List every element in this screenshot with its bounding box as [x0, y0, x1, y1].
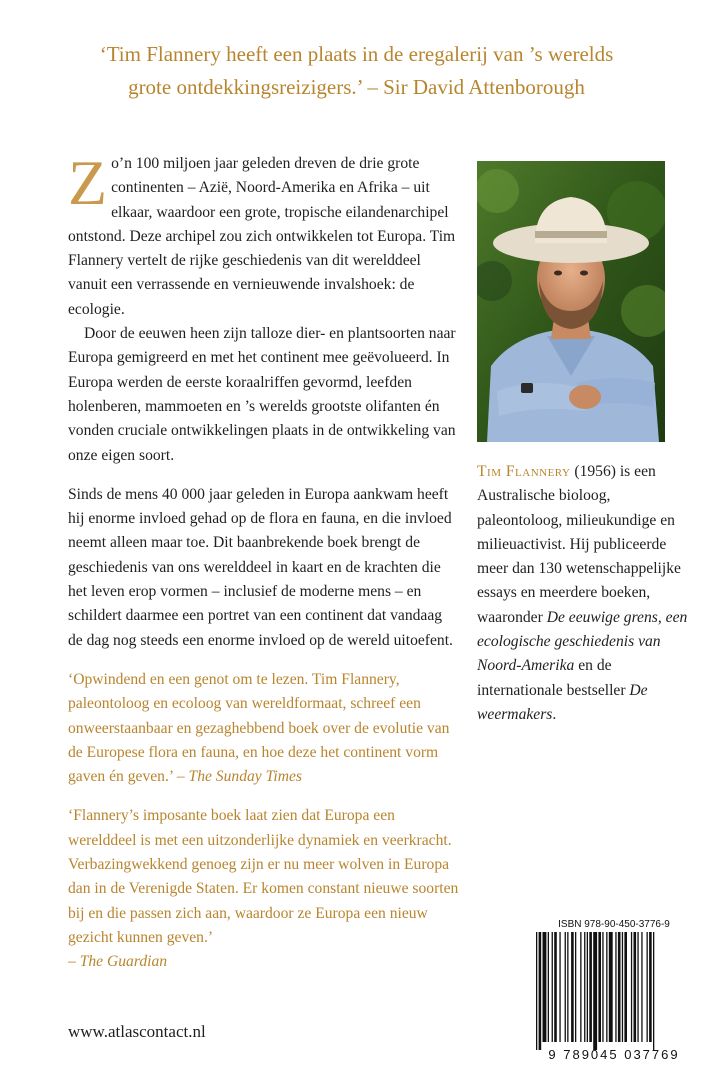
isbn-digits: 9 789045 037769: [548, 1047, 680, 1062]
barcode-bar: [637, 932, 638, 1042]
book-title: De weermakers: [477, 681, 648, 723]
review-source: The Sunday Times: [188, 768, 303, 786]
publisher-website[interactable]: www.atlascontact.nl: [68, 1022, 206, 1041]
isbn-barcode: [532, 917, 696, 1067]
barcode-bar: [559, 932, 560, 1042]
review-sunday-times: ‘Opwindend en een genot om te lezen. Tim Flannery, paleontoloog en ecoloog van wereldformaat, schreef een onweerstaanbaar en gezaghebbend boek over de evolutie van de Europese flora en fauna, en hoe deze het continent vorm gaven én geven.’ – The Sunday Times: [68, 670, 450, 786]
barcode-bar: [606, 932, 607, 1042]
barcode-bar: [647, 932, 648, 1042]
intro-text: o’n 100 miljoen jaar geleden dreven de drie grote continenten – Azië, Noord-Amerika en Afrika – uit elkaar, waardoor een grote, tropische eilandenarchipel ontstond. Deze archipel zou zich ontwikkelen tot Europa. Tim Flannery vertelt de rijke geschiedenis van dit werelddeel vanuit een verrassende en vernieuwende invalshoek: de ecologie.: [68, 155, 456, 318]
barcode-bar: [584, 932, 585, 1042]
barcode-bar: [539, 932, 542, 1050]
barcode-bar: [618, 932, 621, 1042]
cover-quote-line-1: ‘Tim Flannery heeft een plaats in de eregalerij van ’s werelds: [99, 42, 614, 66]
blurb-column: [68, 147, 460, 975]
barcode-bars: [532, 932, 696, 1050]
isbn-label: ISBN 978-90-450-3776-9: [558, 919, 670, 930]
barcode-bar: [575, 932, 576, 1042]
barcode-bar: [593, 932, 597, 1050]
paragraph-3: Sinds de mens 40 000 jaar geleden in Europa aankwam heeft hij enorme invloed gehad op de flora en fauna, en die invloed neemt alleen maar toe. Dit baanbrekende boek brengt de geschiedenis van ons werelddeel in kaart en de krachten die het leven erop vormen – inclusief de moderne mens – en schildert daarmee een portret van een continent dat vandaag de dag nog steeds een enorme invloed op de wereld uitoefent.: [68, 485, 453, 649]
barcode-bar: [631, 932, 632, 1042]
barcode-bar: [552, 932, 553, 1042]
barcode-bar: [567, 932, 568, 1042]
intro-paragraph: [68, 147, 460, 322]
barcode-bar: [565, 932, 566, 1042]
review-guardian: ‘Flannery’s imposante boek laat zien dat Europa een werelddeel is met een uitzonderlijke dynamiek en veerkracht. Verbazingwekkend genoeg zijn er nu meer wolven in Europa dan in de Verenigde Staten. Er komen constant nieuwe soorten bij en die passen zich aan, waardoor ze Europa een nieuw gezicht kunnen geven.’ – The Guardian: [68, 807, 459, 971]
author-name: Tim Flannery: [477, 463, 571, 480]
barcode-bar: [649, 932, 652, 1042]
paragraph-2: Door de eeuwen heen zijn talloze dier- en plantsoorten naar Europa gemigreerd en met het continent mee geëvolueerd. In Europa werden de eerste koraalriffen gevormd, leefden holenberen, mammoeten en ’s werelds grootste olifanten én vonden cruciale ontwikkelingen plaats in de ontwikkeling van onze eigen soort.: [68, 325, 456, 464]
book-title: De eeuwige grens, een ecologische geschiedenis van Noord-Amerika: [477, 608, 688, 675]
barcode-bar: [589, 932, 592, 1042]
barcode-bar: [587, 932, 588, 1042]
author-bio: Tim Flannery (1956) is een Australische bioloog, paleontoloog, milieukundige en milieuactivist. Hij publiceerde meer dan 130 wetenschappelijke essays en meerdere boeken, waaronder De eeuwige grens, een ecologische geschiedenis van Noord-Amerika en de internationale bestseller De weermakers.: [477, 463, 688, 723]
barcode-bar: [543, 932, 547, 1042]
author-photo: [477, 161, 665, 442]
barcode-bar: [624, 932, 627, 1042]
cover-quote-line-2: grote ontdekkingsreizigers.’ – Sir David Attenborough: [128, 75, 585, 99]
barcode-bar: [580, 932, 581, 1042]
barcode-bar: [554, 932, 557, 1042]
barcode-bar: [548, 932, 549, 1042]
barcode-bar: [641, 932, 642, 1042]
barcode-bar: [536, 932, 537, 1050]
barcode-bar: [571, 932, 574, 1042]
barcode-bar: [615, 932, 616, 1042]
review-source: The Guardian: [79, 953, 168, 971]
drop-cap: Z: [68, 147, 108, 218]
barcode-bar: [653, 932, 654, 1050]
cover-quote: [40, 38, 673, 104]
barcode-bar: [622, 932, 623, 1042]
barcode-bar: [609, 932, 613, 1042]
barcode-bar: [598, 932, 601, 1042]
barcode-bar: [602, 932, 603, 1042]
barcode-bar: [634, 932, 637, 1042]
